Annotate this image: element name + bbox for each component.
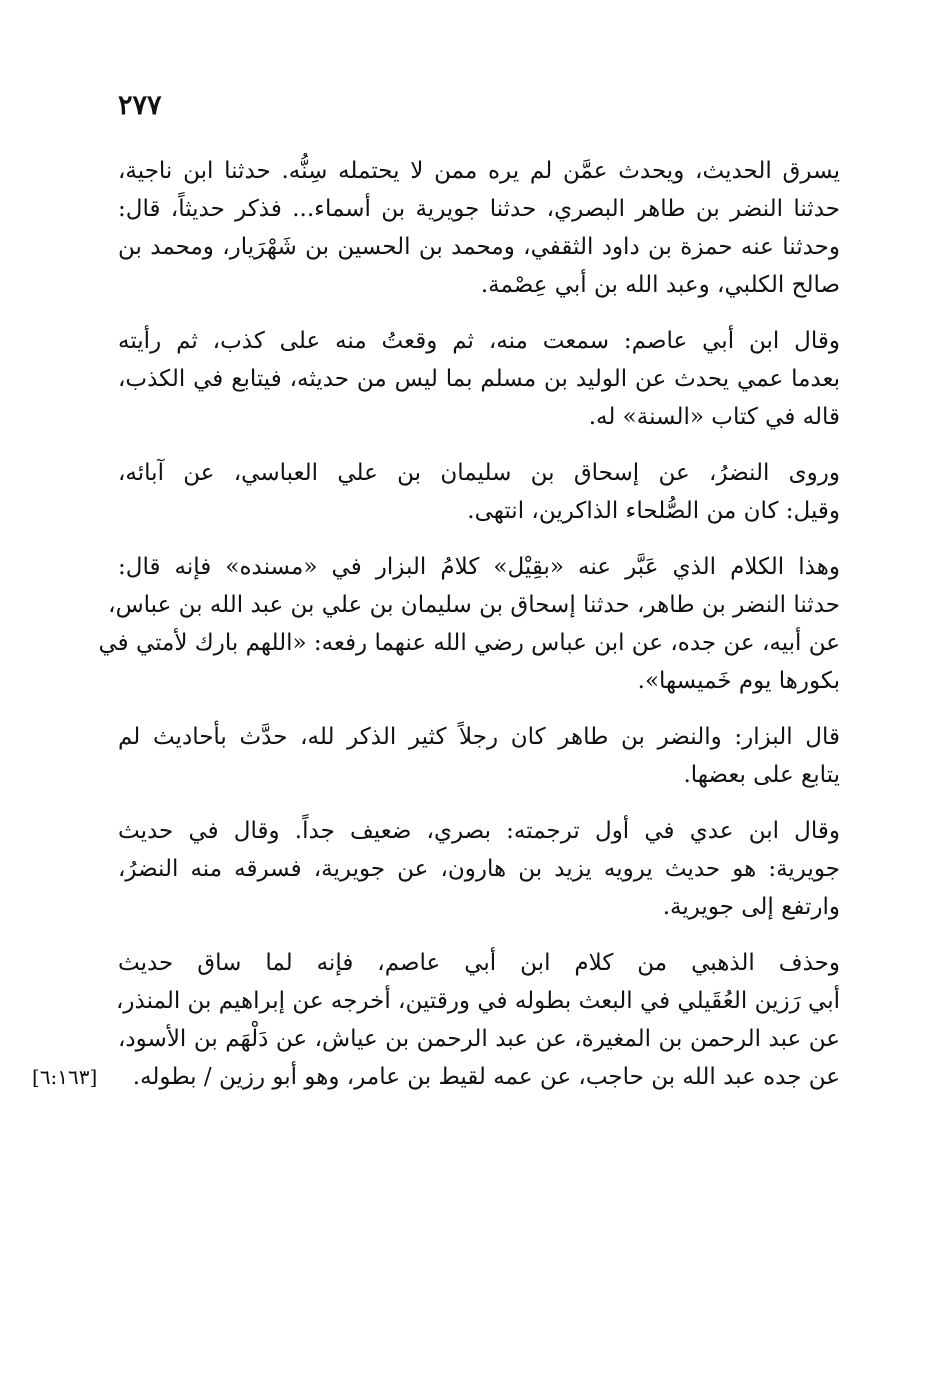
text-line: وقال ابن أبي عاصم: سمعت منه، ثم وقعتُ منه على كذب، ثم رأيته <box>118 328 840 354</box>
text-line: وحذف الذهبي من كلام ابن أبي عاصم، فإنه لما ساق حديث <box>118 950 840 976</box>
text-line-with-reference <box>32 1058 840 1096</box>
paragraph-2 <box>118 322 840 436</box>
text-line: أبي رَزين العُقَيلي في البعث بطوله في ورقتين، أخرجه عن إبراهيم بن المنذر، <box>115 988 840 1014</box>
paragraph-1 <box>118 152 840 304</box>
paragraph-4 <box>98 548 840 700</box>
text-line: وحدثنا عنه حمزة بن داود الثقفي، ومحمد بن الحسين بن شَهْرَيار، ومحمد بن <box>118 234 840 260</box>
text-line: بكورها يوم خَميسها». <box>637 668 840 694</box>
text-line: وقال ابن عدي في أول ترجمته: بصري، ضعيف جداً. وقال في حديث <box>118 818 840 844</box>
text-line: وقيل: كان من الصُّلحاء الذاكرين، انتهى. <box>467 498 840 524</box>
paragraph-7 <box>32 944 840 1096</box>
text-line: وهذا الكلام الذي عَبَّر عنه «بقِيْل» كلامُ البزار في «مسنده» فإنه قال: <box>118 554 840 580</box>
text-line: عن عبد الرحمن بن المغيرة، عن عبد الرحمن بن عياش، عن دَلْهَم بن الأسود، <box>118 1026 840 1052</box>
text-line: عن جده عبد الله بن حاجب، عن عمه لقيط بن عامر، وهو أبو رزين / بطوله. <box>132 1064 840 1090</box>
text-line: قال البزار: والنضر بن طاهر كان رجلاً كثير الذكر لله، حدَّث بأحاديث لم <box>118 724 840 750</box>
margin-reference: [٦:١٦٣] <box>32 1065 98 1089</box>
text-line: جويرية: هو حديث يرويه يزيد بن هارون، عن جويرية، فسرقه منه النضرُ، <box>118 856 840 882</box>
page-body <box>32 152 840 1114</box>
text-line: قاله في كتاب «السنة» له. <box>588 404 840 430</box>
paragraph-6 <box>118 812 840 926</box>
text-line: وروى النضرُ، عن إسحاق بن سليمان بن علي العباسي، عن آبائه، <box>118 460 840 486</box>
text-line: بعدما عمي يحدث عن الوليد بن مسلم بما ليس من حديثه، فيتابع في الكذب، <box>118 366 840 392</box>
text-line: يسرق الحديث، ويحدث عمَّن لم يره ممن لا يحتمله سِنُّه. حدثنا ابن ناجية، <box>118 158 840 184</box>
text-line: حدثنا النضر بن طاهر، حدثنا إسحاق بن سليمان بن علي بن عبد الله بن عباس، <box>108 592 840 618</box>
text-line: يتابع على بعضها. <box>683 762 840 788</box>
text-line: حدثنا النضر بن طاهر البصري، حدثنا جويرية بن أسماء... فذكر حديثاً، قال: <box>118 196 840 222</box>
paragraph-3 <box>118 454 840 530</box>
text-line: وارتفع إلى جويرية. <box>662 894 840 920</box>
paragraph-5 <box>118 718 840 794</box>
text-line: عن أبيه، عن جده، عن ابن عباس رضي الله عنهما رفعه: «اللهم بارك لأمتي في <box>98 630 840 656</box>
page-number: ٢٧٧ <box>118 90 162 121</box>
text-line: صالح الكلبي، وعبد الله بن أبي عِصْمة. <box>480 272 840 298</box>
